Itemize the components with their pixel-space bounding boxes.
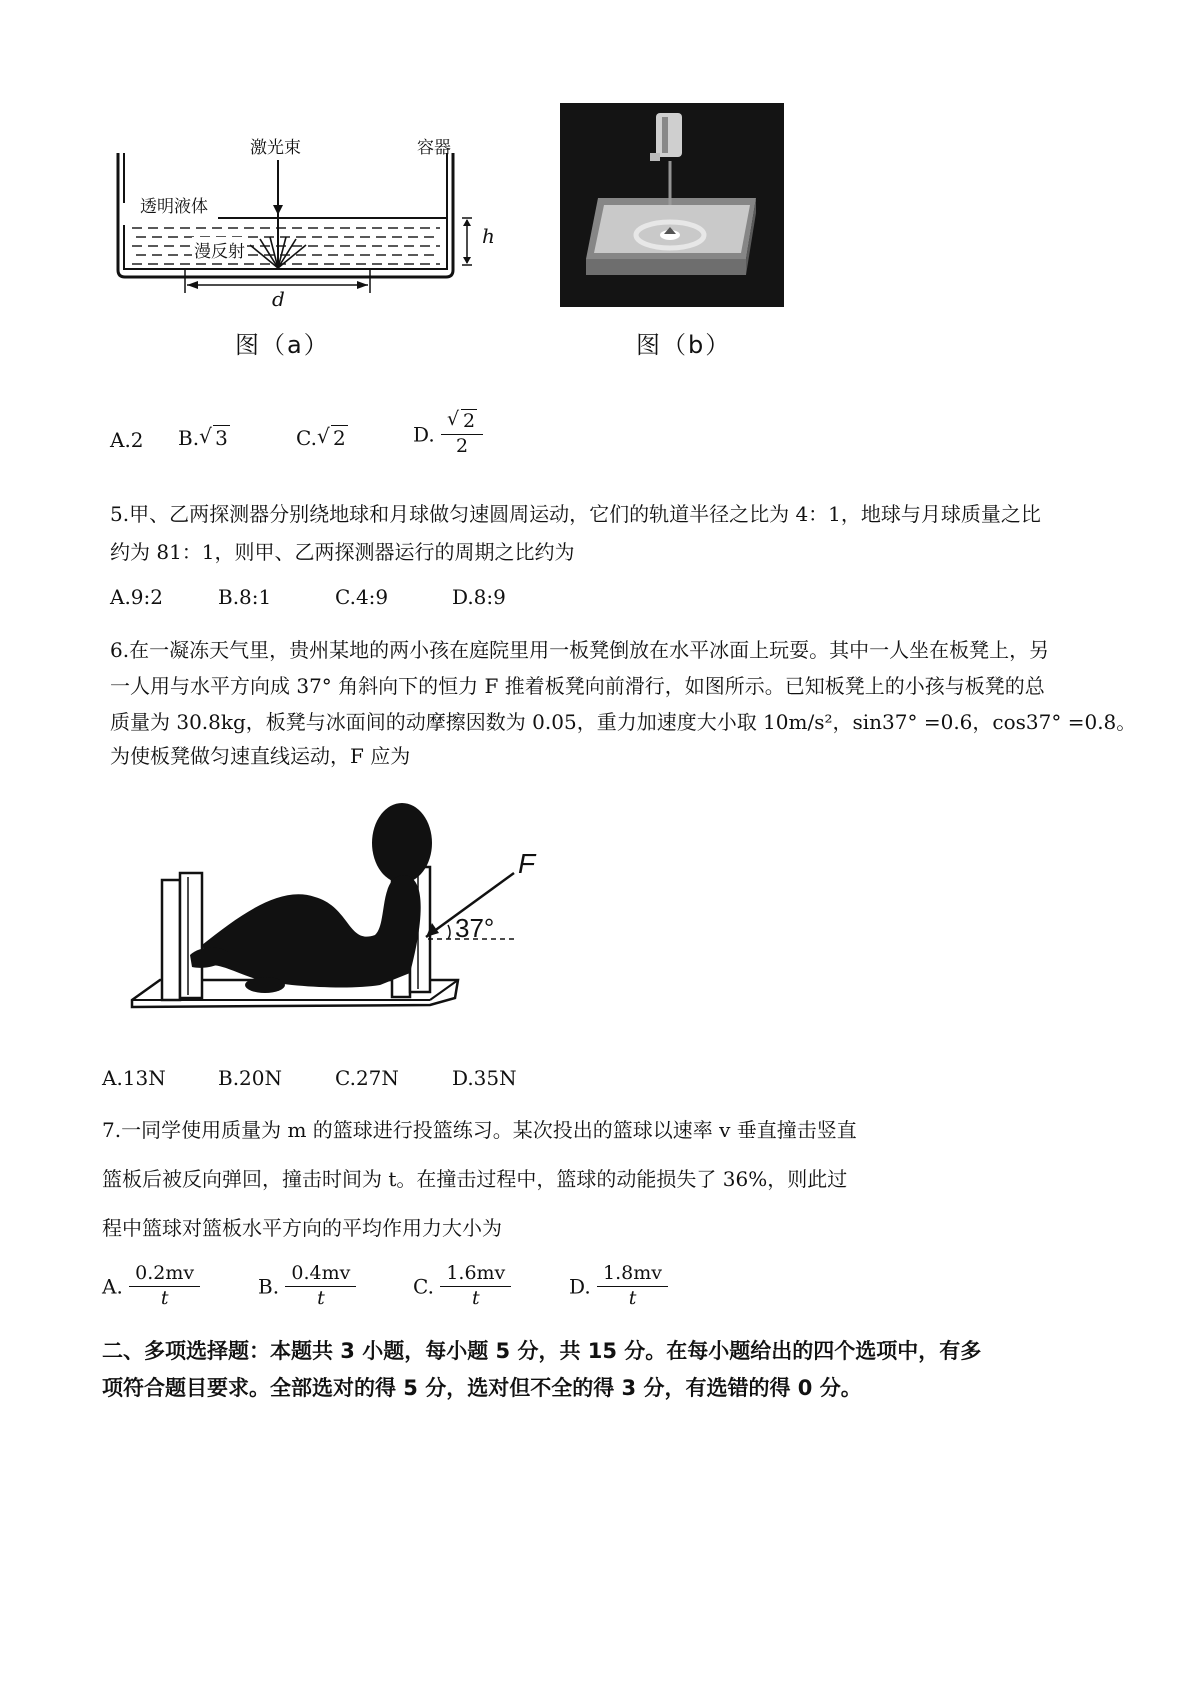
q7-stem-line-3: 程中篮球对篮板水平方向的平均作用力大小为 bbox=[102, 1216, 502, 1240]
fig-a-caption: 图（a） bbox=[235, 331, 330, 359]
section-2-line-2: 项符合题目要求。全部选对的得 5 分，选对但不全的得 3 分，有选错的得 0 分。 bbox=[102, 1376, 862, 1400]
fig-a-d-label: d bbox=[272, 287, 285, 311]
q5-option-b: B.8:1 bbox=[218, 585, 272, 609]
q5-option-c: C.4:9 bbox=[335, 585, 389, 609]
q6-stem-line-3: 质量为 30.8kg，板凳与冰面间的动摩擦因数为 0.05，重力加速度大小取 10m/s²，sin37° =0.6，cos37° =0.8。 bbox=[110, 710, 1137, 734]
section-2-line-1: 二、多项选择题：本题共 3 小题，每小题 5 分，共 15 分。在每小题给出的四个选项中，有多 bbox=[102, 1339, 982, 1363]
q6-stem-line-2: 一人用与水平方向成 37° 角斜向下的恒力 F 推着板凳向前滑行，如图所示。已知板凳上的小孩与板凳的总 bbox=[110, 674, 1045, 698]
fig-a-laser-label: 激光束 bbox=[250, 138, 301, 158]
q7-stem-line-2: 篮板后被反向弹回，撞击时间为 t。在撞击过程中，篮球的动能损失了 36%，则此过 bbox=[102, 1167, 848, 1191]
q7-option-b: B. $\frac{0.4mv}{t}$ bbox=[258, 1262, 356, 1311]
q6-stem-line-4: 为使板凳做匀速直线运动，F 应为 bbox=[110, 744, 411, 768]
q4-option-b: B.√ 3 bbox=[178, 426, 230, 450]
fig-a-h-label: h bbox=[482, 224, 495, 248]
q4-option-a: A.2 bbox=[110, 428, 144, 452]
fig-b-caption: 图（b） bbox=[636, 331, 732, 359]
fig-a-container-label: 容器 bbox=[417, 138, 451, 158]
q4-option-c: C.√ 2 bbox=[296, 426, 348, 450]
q5-option-d: D.8:9 bbox=[452, 585, 506, 609]
sled-force-label: F bbox=[518, 848, 536, 879]
sled-angle-label: 37° bbox=[455, 913, 495, 943]
q5-stem-line-1: 5.甲、乙两探测器分别绕地球和月球做匀速圆周运动，它们的轨道半径之比为 4：1，地球与月球质量之比 bbox=[110, 502, 1041, 526]
q6-option-b: B.20N bbox=[218, 1066, 283, 1090]
q6-option-a: A.13N bbox=[102, 1066, 166, 1090]
q5-option-a: A.9:2 bbox=[110, 585, 163, 609]
q6-option-d: D.35N bbox=[452, 1066, 517, 1090]
q6-option-c: C.27N bbox=[335, 1066, 399, 1090]
fig-a-liquid-label: 透明液体 bbox=[140, 197, 208, 217]
fig-a-diffuse-label: 漫反射 bbox=[192, 237, 247, 262]
q7-stem-line-1: 7.一同学使用质量为 m 的篮球进行投篮练习。某次投出的篮球以速率 v 垂直撞击竖直 bbox=[102, 1118, 857, 1142]
q7-option-a: A. $\frac{0.2mv}{t}$ bbox=[102, 1262, 200, 1311]
figure-b-photo bbox=[560, 103, 784, 307]
q6-stem-line-1: 6.在一凝冻天气里，贵州某地的两小孩在庭院里用一板凳倒放在水平冰面上玩耍。其中一人坐在板凳上，另 bbox=[110, 638, 1050, 662]
figure-sled-diagram bbox=[130, 795, 550, 1020]
q7-option-d: D. $\frac{1.8mv}{t}$ bbox=[569, 1262, 668, 1311]
q5-stem-line-2: 约为 81：1，则甲、乙两探测器运行的周期之比约为 bbox=[110, 540, 575, 564]
q4-option-d: D. √ $\frac{2}{2}$ bbox=[413, 410, 483, 459]
q7-option-c: C. $\frac{1.6mv}{t}$ bbox=[413, 1262, 511, 1311]
